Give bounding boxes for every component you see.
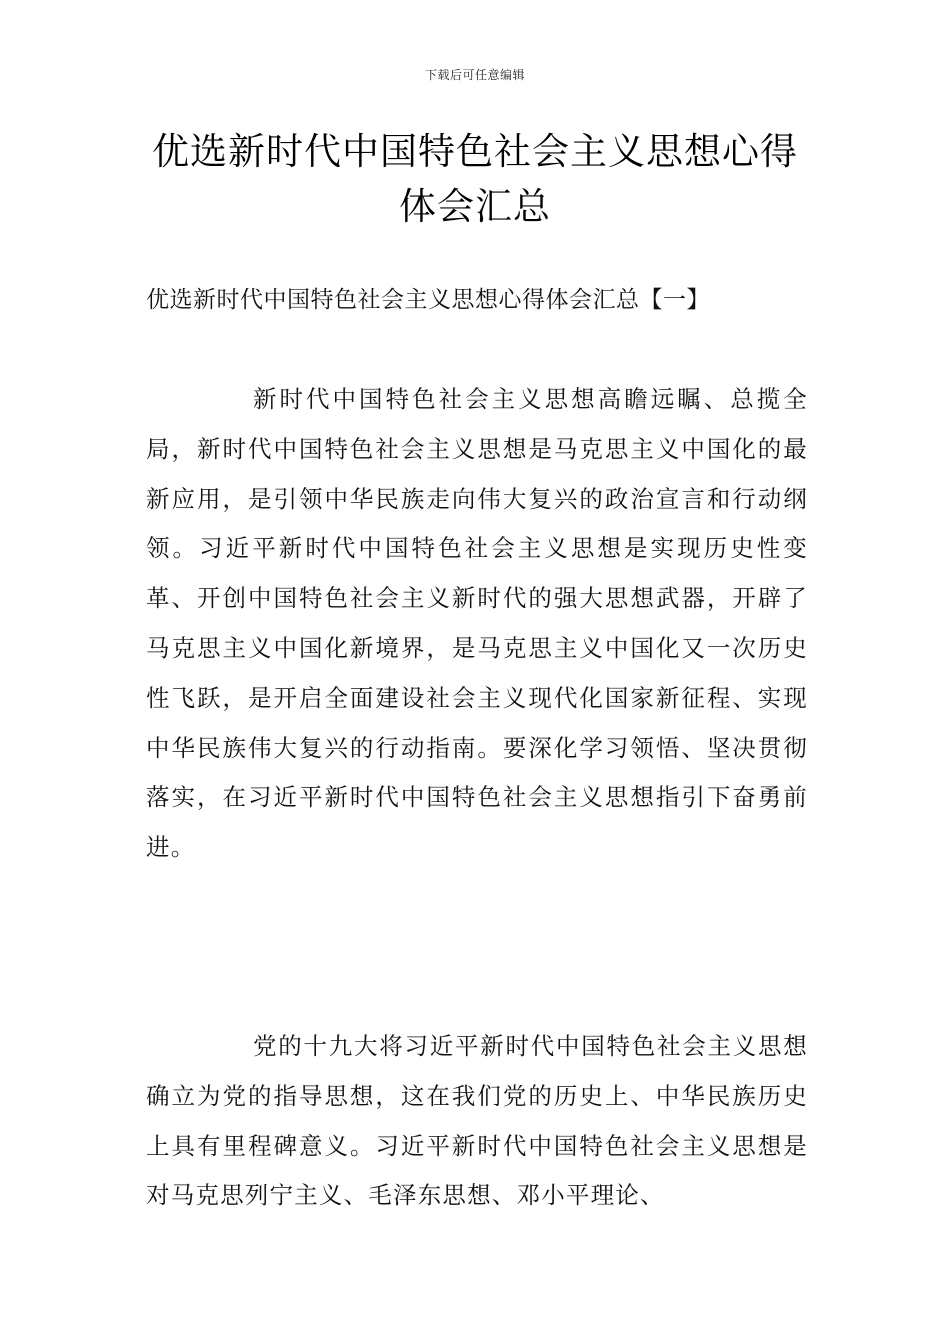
section-heading: 优选新时代中国特色社会主义思想心得体会汇总【一】 xyxy=(146,287,710,313)
header-note: 下载后可任意编辑 xyxy=(424,68,525,82)
body-paragraph: 党的十九大将习近平新时代中国特色社会主义思想确立为党的指导思想，这在我们党的历史上、中华民族历史上具有里程碑意义。习近平新时代中国特色社会主义思想是对马克思列宁主义、毛泽东思想、邓小平理论、 xyxy=(146,1032,808,1210)
body-paragraph: 新时代中国特色社会主义思想高瞻远瞩、总揽全局，新时代中国特色社会主义思想是马克思主义中国化的最新应用，是引领中华民族走向伟大复兴的政治宣言和行动纲领。习近平新时代中国特色社会主义思想是实现历史性变革、开创中国特色社会主义新时代的强大思想武器，开辟了马克思主义中国化新境界，是马克思主义中国化又一次历史性飞跃，是开启全面建设社会主义现代化国家新征程、实现中华民族伟大复兴的行动指南。要深化学习领悟、坚决贯彻落实，在习近平新时代中国特色社会主义思想指引下奋勇前进。 xyxy=(146,385,808,862)
document-title: 优选新时代中国特色社会主义思想心得体会汇总 xyxy=(152,130,798,228)
